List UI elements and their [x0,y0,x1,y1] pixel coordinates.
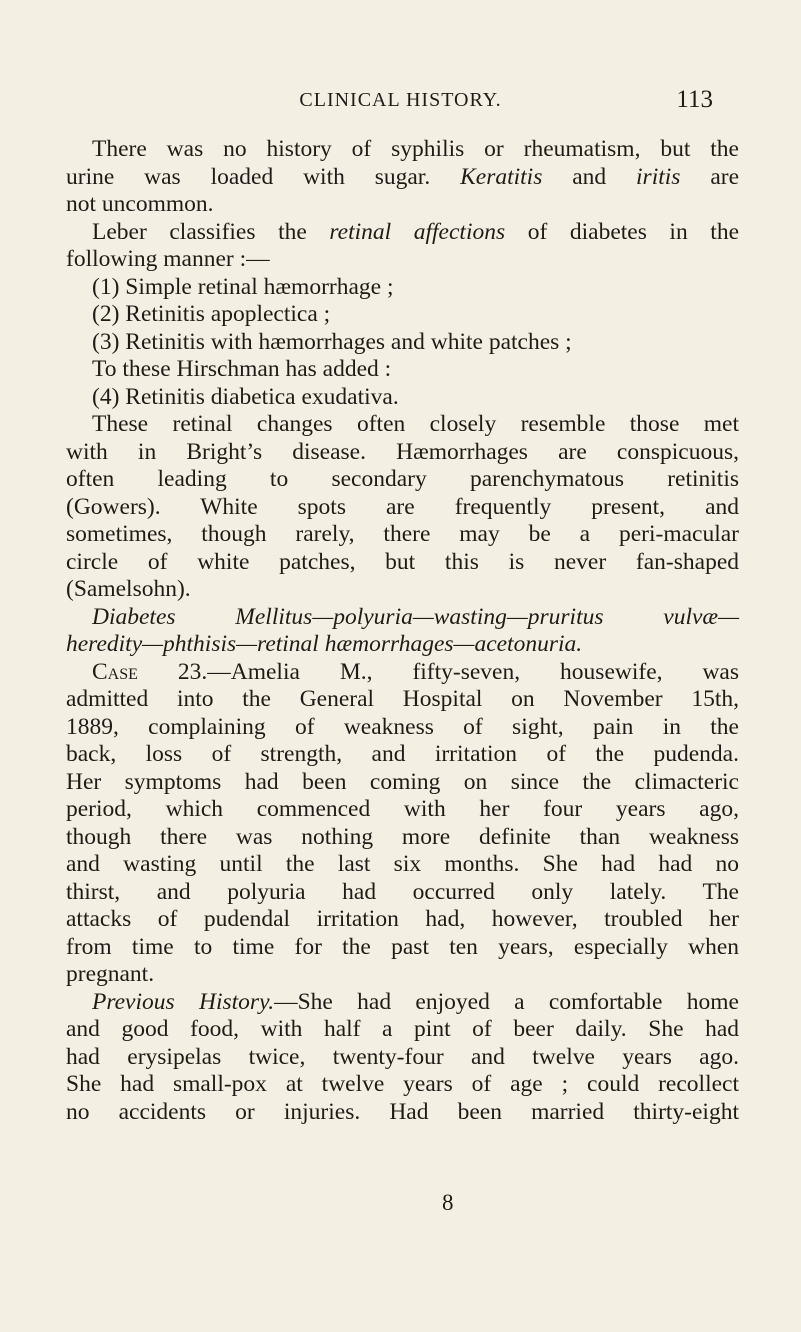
text-line: There was no history of syphilis or rheumatism, but the [92,136,739,162]
text-line: Previous History.—She had enjoyed a comfortable home [92,988,739,1015]
text-line: sometimes, though rarely, there may be a peri-macular [66,521,739,547]
text-line: She had small-pox at twelve years of age ; could recollect [66,1071,739,1097]
text-line: Case 23.—Amelia M., fifty-seven, housewife, was [92,658,740,685]
text-line: often leading to secondary parenchymatous retinitis [66,466,739,492]
text-line: circle of white patches, but this is never fan-shaped [66,548,739,575]
text-line: (Gowers). White spots are frequently present, and [66,493,739,520]
list-item: (3) Retinitis with hæmorrhages and white patches ; [92,328,572,355]
case-heading: heredity—phthisis—retinal hæmorrhages—acetonuria. [66,631,583,657]
text-line: 1889, complaining of weakness of sight, pain in the [66,713,739,740]
text-line: Leber classifies the retinal affections of diabetes in the [92,218,739,245]
text-line: back, loss of strength, and irritation of the pudenda. [66,741,739,767]
list-item: (1) Simple retinal hæmorrhage ; [92,273,394,300]
page-header [0,86,801,116]
text-line: and good food, with half a pint of beer daily. She had [66,1016,739,1042]
signature-mark: 8 [442,1190,454,1215]
text-line: and wasting until the last six months. She had had no [66,851,739,877]
list-item: (2) Retinitis apoplectica ; [92,301,331,327]
text-line: To these Hirschman has added : [92,356,392,382]
running-head: CLINICAL HISTORY. [299,89,502,111]
text-line: not uncommon. [66,191,214,217]
text-line: urine was loaded with sugar. Keratitis and iritis are [66,163,740,190]
text-line: Her symptoms had been coming on since the climacteric [66,768,739,795]
text-line: had erysipelas twice, twenty-four and twelve years ago. [66,1043,739,1070]
text-line: (Samelsohn). [66,576,191,602]
case-heading: Diabetes Mellitus—polyuria—wasting—pruritus vulvæ— [92,603,739,630]
text-line: no accidents or injuries. Had been married thirty-eight [66,1098,739,1125]
text-line: with in Bright’s disease. Hæmorrhages are conspicuous, [66,438,739,465]
text-line: admitted into the General Hospital on November 15th, [66,686,739,712]
body-text [66,136,739,1126]
page-number: 113 [676,86,713,113]
text-line: pregnant. [66,961,155,987]
text-line: These retinal changes often closely resemble those met [92,411,739,437]
list-item: (4) Retinitis diabetica exudativa. [92,383,399,410]
text-line: attacks of pudendal irritation had, however, troubled her [66,906,739,932]
text-line: following manner :— [66,246,270,272]
text-line: period, which commenced with her four years ago, [66,796,739,822]
text-line: thirst, and polyuria had occurred only lately. The [66,878,739,905]
text-line: though there was nothing more definite than weakness [66,823,739,850]
text-line: from time to time for the past ten years, especially when [66,933,739,960]
